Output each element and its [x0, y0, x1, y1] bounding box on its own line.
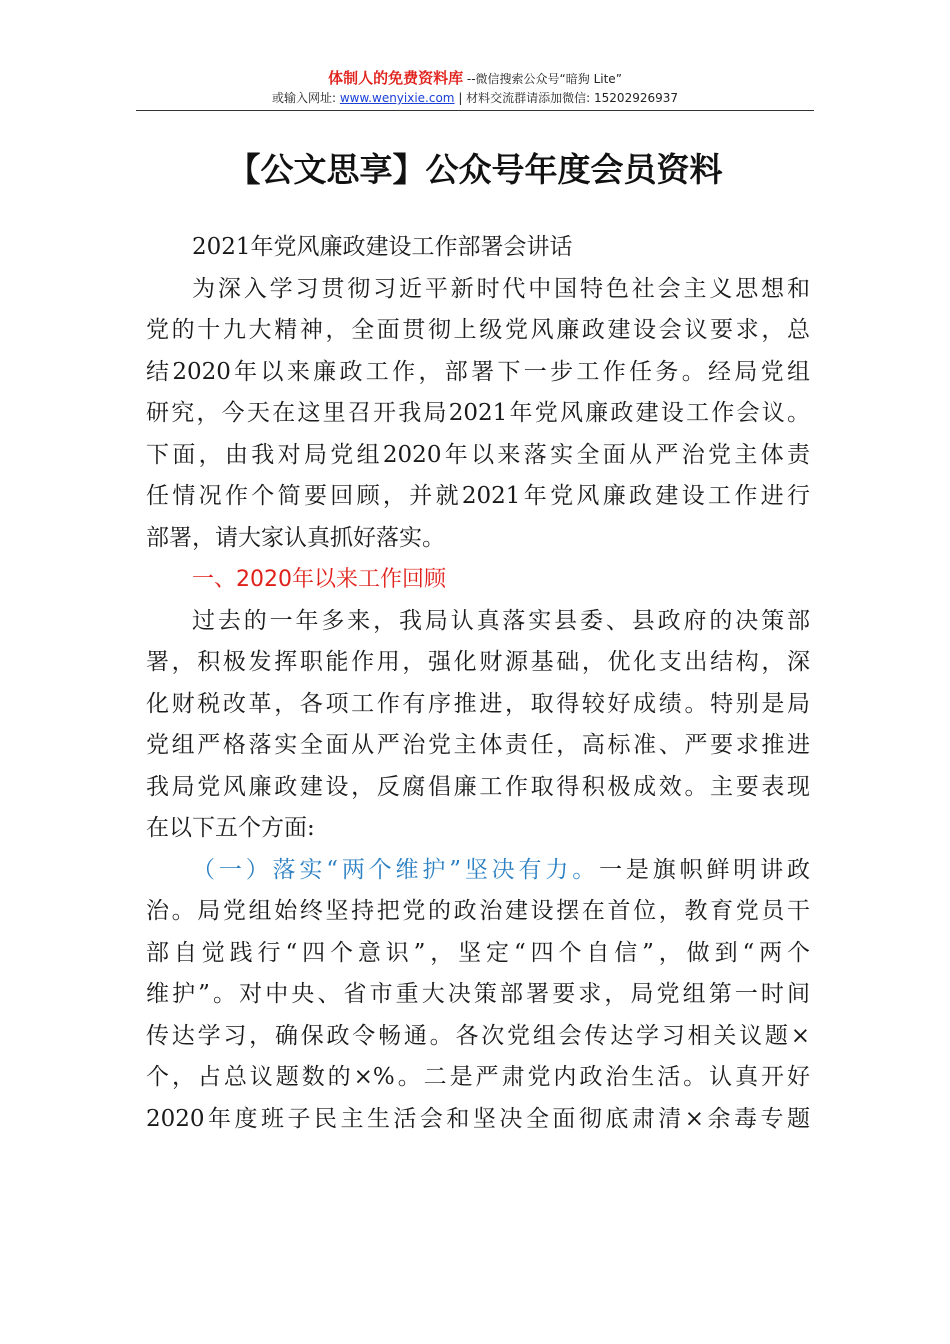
paragraph-text: 一是旗帜鲜明讲政 — [599, 856, 810, 883]
paragraph-line: 党组严格落实全面从严治党主体责任，高标准、严要求推进 — [146, 732, 810, 758]
paragraph-line: 部自觉践行“四个意识”，坚定“四个自信”，做到“两个 — [146, 939, 810, 966]
header-line-1 — [136, 68, 814, 89]
paragraph-line: 在以下五个方面: — [146, 815, 315, 841]
paragraph-line: 传达学习，确保政令畅通。各次党组会传达学习相关议题× — [146, 1022, 810, 1049]
paragraph-line: 2020年度班子民主生活会和坚决全面彻底肃清×余毒专题 — [146, 1105, 810, 1132]
header-contact: | 材料交流群请添加微信: 15202926937 — [454, 91, 679, 105]
paragraph-line: 为深入学习贯彻习近平新时代中国特色社会主义思想和 — [192, 275, 810, 302]
paragraph-line: 结2020年以来廉政工作，部署下一步工作任务。经局党组 — [146, 358, 810, 385]
paragraph-line: 下面，由我对局党组2020年以来落实全面从严治党主体责 — [146, 441, 810, 468]
subsection-heading-1: （一）落实“两个维护”坚决有力。 — [192, 856, 600, 883]
header-wechat-note: --微信搜索公众号“暗狗 Lite” — [463, 72, 622, 86]
header-url-prefix: 或输入网址: — [271, 91, 340, 105]
paragraph-line: 党的十九大精神，全面贯彻上级党风廉政建设会议要求，总 — [146, 317, 810, 343]
paragraph-line: 个，占总议题数的×%。二是严肃党内政治生活。认真开好 — [146, 1064, 810, 1090]
paragraph-line: 维护”。对中央、省市重大决策部署要求，局党组第一时间 — [146, 981, 810, 1007]
paragraph-line — [146, 850, 810, 892]
paragraph-line: 我局党风廉政建设，反腐倡廉工作取得积极成效。主要表现 — [146, 773, 810, 800]
paragraph-line: 部署，请大家认真抓好落实。 — [146, 524, 445, 551]
paragraph-line: 研究，今天在这里召开我局2021年党风廉政建设工作会议。 — [146, 400, 810, 426]
paragraph-line: 署，积极发挥职能作用，强化财源基础，优化支出结构，深 — [146, 649, 810, 675]
header-url-link[interactable]: www.wenyixie.com — [339, 91, 455, 105]
header-line-2 — [136, 89, 814, 107]
header-brand: 体制人的免费资料库 — [328, 69, 464, 87]
header-divider — [136, 110, 814, 111]
paragraph-line: 任情况作个简要回顾，并就2021年党风廉政建设工作进行 — [146, 483, 810, 509]
speech-title-line: 2021年党风廉政建设工作部署会讲话 — [192, 234, 573, 260]
document-title: 【公文思享】公众号年度会员资料 — [227, 150, 723, 189]
paragraph-line: 过去的一年多来，我局认真落实县委、县政府的决策部 — [192, 607, 810, 634]
paragraph-line: 化财税改革，各项工作有序推进，取得较好成绩。特别是局 — [146, 690, 810, 717]
page-header — [136, 68, 814, 107]
document-body — [146, 227, 810, 1140]
section-heading-1: 一、2020年以来工作回顾 — [192, 567, 446, 592]
paragraph-line: 治。局党组始终坚持把党的政治建设摆在首位，教育党员干 — [146, 898, 810, 924]
